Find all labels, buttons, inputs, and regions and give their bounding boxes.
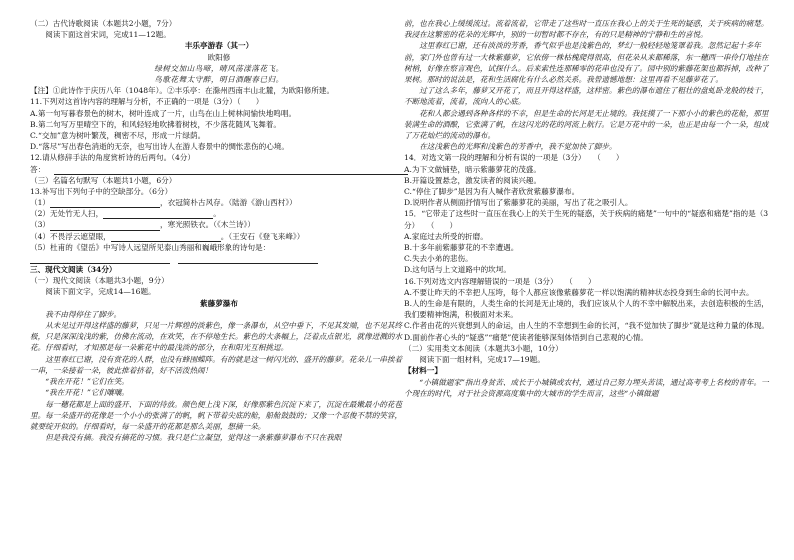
q15-option-d: D.这句话与上文道路中的坎坷。 (404, 265, 511, 275)
q13-item-5 (30, 242, 408, 253)
q13-5-blank-a[interactable] (30, 254, 170, 264)
q13-item-1 (30, 197, 408, 208)
question-16: 16.下列对选文内容理解错误的一项是（3分） （ ） (404, 276, 596, 286)
question-11: 11.下列对这首诗内容的理解与分析，不正确的一项是（3分）（ ） (30, 97, 264, 107)
essay-para-8: 前，也在我心上缓缓流过。流着流着，它带走了这些时一直压在我心上的关于生死的疑惑，关于疾病的痛楚。我浸在这繁密的花朵的光辉中，别的一切暂时都不存在，有的只是精神的宁静和生的喜悦。 (404, 19, 769, 40)
poem-author: 欧阳修 (207, 52, 231, 62)
q13-item-4 (30, 231, 408, 242)
essay-para-1: 我不由得停住了脚步。 (45, 309, 122, 319)
q13-3-text: ，寒光照铁衣。（《木兰诗》） (160, 220, 255, 230)
q13-4-source: 。（王安石《登飞来峰》） (220, 231, 305, 241)
q13-2-end: 。 (213, 209, 221, 219)
section-3-title: （三）名篇名句默写（本题共1小题，6分） (30, 175, 177, 185)
essay-para-5: “我在开花！”它们嚷嚷。 (45, 388, 129, 398)
q11-option-b: B.第二句写万里晴空下的，和风轻轻地吹拂着树枝，不少落花随风飞舞着。 (30, 119, 281, 129)
q11-option-c: C.“交加”意为树叶繁茂，稠密不尽，形成一片绿荫。 (30, 131, 206, 141)
q13-4-text: （4）不畏浮云遮望眼， (30, 231, 111, 241)
q13-5-blank-b[interactable] (178, 254, 318, 264)
q14-option-d: D.说明作者从侧面抒情写出了紫藤萝花的美丽，写出了花之吸引人。 (404, 198, 633, 208)
modern-reading-intro: 阅读下面文字，完成14—16题。 (45, 287, 156, 297)
q15-option-c: C.失去小弟的悲伤。 (404, 254, 473, 264)
material-1-text: “小镇做题家”指出身贫苦、成长于小城镇或农村，通过自己努力埋头苦读，通过高考考上名校的青年。一个现在的时代，对于社会资源高度集中的大城市的学生而言，这些“小镇做题 (404, 377, 769, 398)
poem-line-1: 绿树交加山鸟啼，晴风荡漾落花飞。 (154, 63, 284, 73)
q13-item-3 (30, 219, 408, 230)
modern-reading-title: （一）现代文阅读（本题共3小题，9分） (30, 276, 169, 286)
section-b-title: （二）实用类文本阅读（本题共3小题，10分） (404, 343, 563, 353)
q13-1-prefix: （1） (30, 198, 51, 208)
essay-para-9: 这里春红已谢，还有淡淡的芳香，香气似乎也是浅紫色的，梦幻一般轻轻地笼罩着我。忽然记起十多年前，家门外也曾有过一大株紫藤萝，它依傍一株枯槐爬得很高，但花朵从来都稀落，东一穗西一串伶仃地挂在树梢，好像在察言观色，试探什么。后来索性连那稀零的花串也没有了。园中别的紫藤花架也都拆掉，改种了果树。那时的说法是，花和生活腐化有什么必然关系。我曾遗憾地想：这里再看不见藤萝花了。 (404, 41, 769, 85)
q15-option-a: A.家庭过去所受的折磨。 (404, 231, 488, 241)
essay-para-11: 花和人都会遇到各种各样的不幸，但是生命的长河是无止境的。我抚摸了一下那小小的紫色的花舱，那里装满生命的酒酿，它张满了帆，在这闪光的花的河流上航行。它是万花中的一朵，也正是由每一个一朵，组成了万花灿烂的流动的瀑布。 (404, 108, 769, 141)
q16-option-d: D.面前作者心头的“疑惑”“痛楚”使读者能够深刻体悟到自己悲观的心情。 (404, 332, 648, 342)
q13-item-2 (30, 208, 408, 219)
answer-line[interactable] (54, 164, 408, 175)
right-column (404, 18, 774, 399)
question-13: 13.补写出下列句子中的空缺部分。（6分） (30, 186, 173, 196)
section-b-intro: 阅读下面一组材料，完成17—19题。 (419, 355, 545, 365)
left-column (30, 18, 408, 443)
q16-option-b: B.人的生命是有限的，人类生命的长河是无止境的，我们应该从个人的不幸中解脱出来，去创造积极的生活，我们要精神饱满，积极面对未来。 (404, 299, 769, 320)
section-2-intro: 阅读下面这首宋词，完成11—12题。 (45, 30, 171, 40)
essay-para-12: 在这浅紫色的光辉和浅紫色的芳香中，我不觉加快了脚步。 (419, 142, 617, 152)
essay-para-3: 这里春红已谢，没有赏花的人群，也没有蜂围蝶阵。有的就是这一树闪光的、盛开的藤萝。花朵儿一串挨着一串，一朵接着一朵，彼此推着挤着，好不活泼热闹！ (30, 354, 403, 375)
question-14: 14．对选文第一段的理解和分析有误的一项是（3分） （ ） (404, 153, 624, 163)
q13-3-blank[interactable] (50, 221, 160, 231)
q14-option-a: A.为下文做铺垫，暗示紫藤萝花的茂盛。 (404, 164, 541, 174)
question-15: 15．“它带走了这些时一直压在我心上的关于生死的疑惑，关于疾病的痛楚”一句中的“疑惑和痛楚”指的是（3分） （ ） (404, 209, 769, 230)
q13-5-text: （5）杜甫的《望岳》中写诗人远望所见泰山秀丽和巍峨形象的诗句是： (30, 242, 271, 252)
q16-option-c: C.作者由花的兴衰想到人的命运，由人生的不幸想到生命的长河，“我不觉加快了脚步”就是这种力量的体现。 (404, 321, 770, 331)
material-1-label: 【材料一】 (404, 366, 442, 376)
poem-line-2: 鸟歌花舞太守醉，明日酒醒春已归。 (154, 75, 284, 85)
answer-label: 答： (30, 164, 46, 174)
q14-option-b: B.开篇设置悬念，激发读者的阅读兴趣。 (404, 175, 542, 185)
essay-title: 紫藤萝瀑布 (200, 298, 238, 308)
q13-1-text: ，衣冠简朴古风存。（陆游《游山西村》） (160, 198, 297, 208)
poem-note: 【注】①此诗作于庆历八年（1048年）。②丰乐亭：在滁州西南丰山北麓，为欧阳修所建。 (30, 86, 335, 96)
section-2-title: （二）古代诗歌阅读（本题共2小题，7分） (30, 19, 177, 28)
part-3-title: 三、现代文阅读（34分） (30, 265, 117, 275)
q14-option-c: C.“停住了脚步”是因为有人喊作者欣赏紫藤萝瀑布。 (404, 187, 580, 197)
question-12: 12.请从修辞手法的角度赏析诗的后两句。（4分） (30, 153, 195, 163)
q13-3-prefix: （3） (30, 220, 51, 230)
q11-option-d: D.“落尽”写出春色消逝的无奈，也写出诗人在游人春景中的惆怅悲伤的心境。 (30, 142, 289, 152)
essay-para-7: 但是我没有摘。我没有摘花的习惯。我只是伫立凝望，觉得这一条紫藤萝瀑布不只在我眼 (45, 433, 342, 443)
essay-para-6: 每一穗花都是上面的盛开、下面的待放。颜色便上浅下深，好像那紫色沉淀下来了，沉淀在最嫩最小的花苞里。每一朵盛开的花像是一个小小的张满了的帆，帆下带着尖底的舱，船舱鼓鼓的；又像一个忍俊不禁的笑容，就要绽开似的。仔细看时，每一朵盛开的花都是那么美丽，想摘一朵。 (30, 399, 403, 431)
q13-2-text: （2）无处竹无人扫， (30, 209, 104, 219)
q13-2-blank[interactable] (103, 209, 213, 219)
answer-area[interactable] (30, 164, 408, 175)
q16-option-a: A.不要让昨天的不幸把人压垮，每个人都应该像紫藤萝花一样以饱满的精神状态投身到生命的长河中去。 (404, 287, 754, 297)
q13-item-5-line[interactable] (30, 253, 408, 264)
q13-1-blank[interactable] (50, 198, 160, 208)
poem-title: 丰乐亭游春（其一） (184, 41, 254, 51)
essay-para-2: 从未见过开得这样盛的藤萝，只见一片辉煌的淡紫色，像一条瀑布，从空中垂下，不见其发端，也不见其终极，只是深深浅浅的紫，仿佛在流动，在欢笑，在不停地生长。紫色的大条幅上，泛着点点银光，就像迸溅的水花。仔细看时，才知那是每一朵紫花中的最浅淡的部分，在和阳光互相挑逗。 (30, 321, 403, 353)
q13-4-blank[interactable] (111, 232, 221, 242)
essay-para-10: 过了这么多年，藤萝又开花了，而且开得这样盛，这样密。紫色的瀑布遮住了粗壮的盘虬卧龙般的枝干，不断地流着，流着，流向人的心底。 (404, 86, 769, 107)
essay-para-4: “我在开花！”它们在笑。 (45, 377, 129, 387)
q15-option-b: B.十多年前紫藤萝花的不幸遭遇。 (404, 243, 519, 253)
q11-option-a: A.第一句写暮春景色的树木，树叶连成了一片，山鸟在山上树林间愉快地鸣唱。 (30, 108, 297, 118)
